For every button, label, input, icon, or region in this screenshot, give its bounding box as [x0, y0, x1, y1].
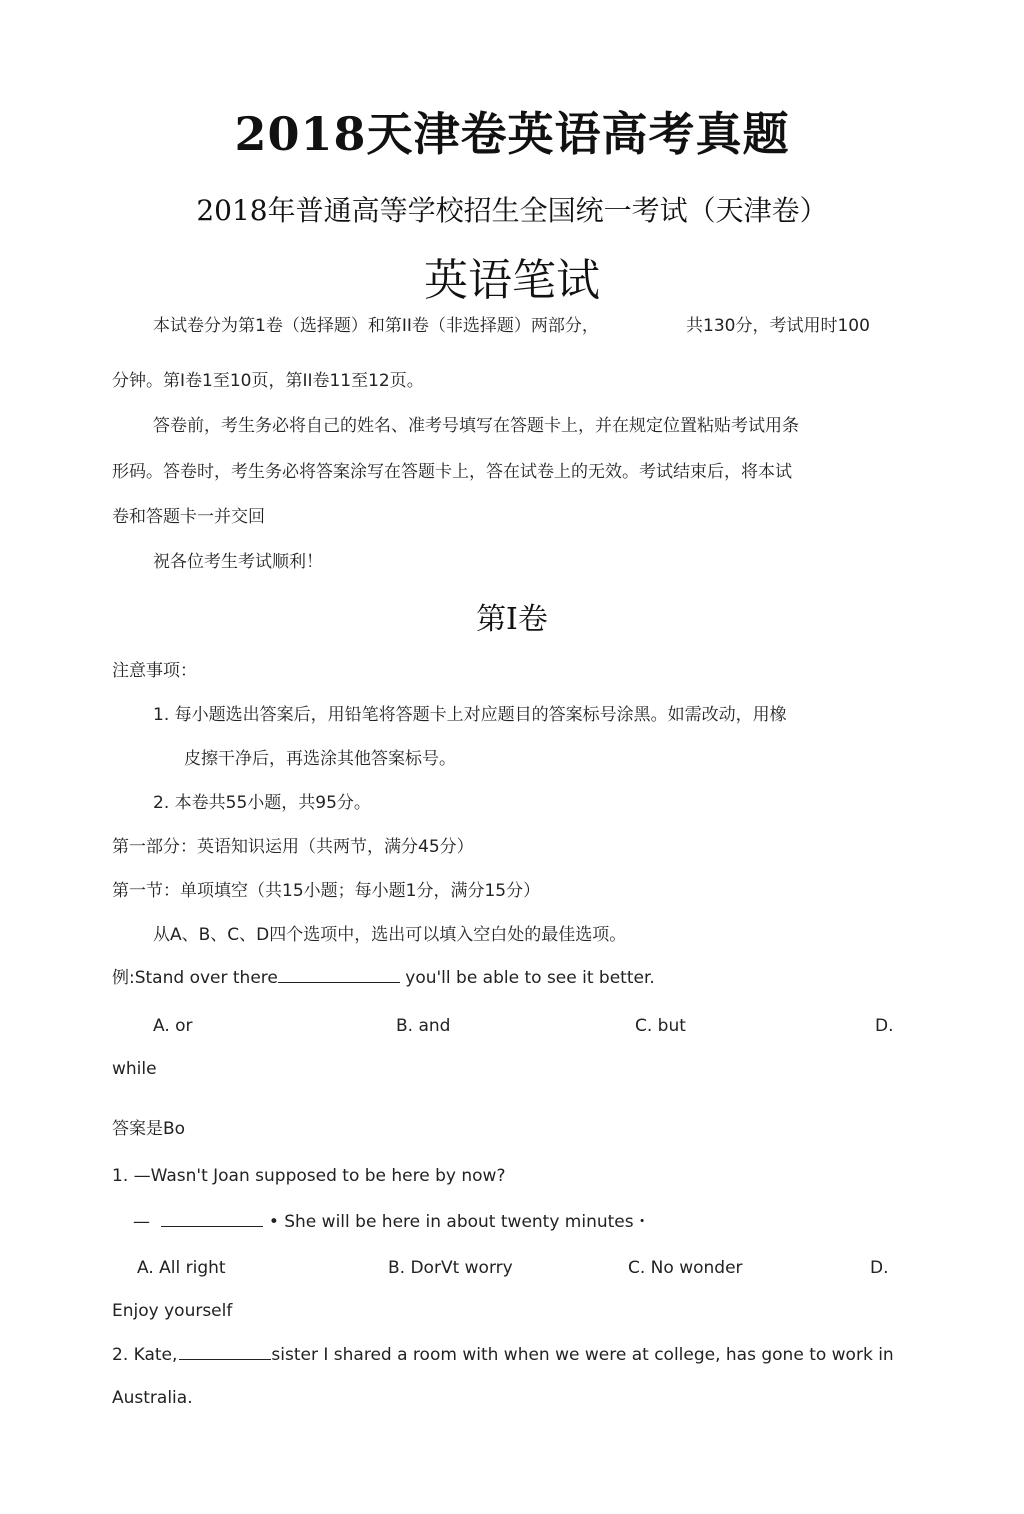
- example-prefix: 例:Stand over there: [112, 968, 278, 988]
- intro-line-1a: 本试卷分为第1卷（选择题）和第II卷（非选择题）两部分，: [153, 316, 599, 336]
- instruction: 从A、B、C、D四个选项中，选出可以填入空白处的最佳选项。: [153, 925, 627, 945]
- note-1a: 1. 每小题选出答案后，用铅笔将答题卡上对应题目的答案标号涂黑。如需改动，用橡: [153, 705, 787, 725]
- example-option-d-text: while: [112, 1059, 157, 1079]
- example-option-c: C. but: [635, 1016, 686, 1036]
- reply-text: • She will be here in about twenty minutes・: [268, 1212, 651, 1232]
- question-1-stem: 1. —Wasn't Joan supposed to be here by now?: [112, 1166, 506, 1186]
- intro-line-1b: 共130分，考试用时100: [686, 316, 870, 336]
- question-1-option-c: C. No wonder: [628, 1258, 743, 1278]
- note-1b: 皮擦干净后，再选涂其他答案标号。: [184, 749, 456, 769]
- main-title: 2018天津卷英语高考真题: [234, 107, 790, 161]
- notes-heading: 注意事项：: [112, 661, 197, 681]
- question-1-option-a: A. All right: [137, 1258, 226, 1278]
- volume-title: 第I卷: [476, 602, 548, 637]
- intro-line-4: 形码。答卷时，考生务必将答案涂写在答题卡上，答在试卷上的无效。考试结束后，将本试: [112, 462, 792, 482]
- intro-line-5: 卷和答题卡一并交回: [112, 507, 265, 527]
- example-sentence: [112, 966, 655, 990]
- question-1-option-d-text: Enjoy yourself: [112, 1301, 233, 1321]
- question-2-suffix: sister I shared a room with when we were at college, has gone to work in: [271, 1345, 894, 1365]
- part-1-heading: 第一部分：英语知识运用（共两节，满分45分）: [112, 837, 474, 857]
- question-2-stem: [112, 1343, 894, 1367]
- example-blank: [278, 966, 400, 983]
- example-suffix: you'll be able to see it better.: [399, 968, 655, 988]
- question-1-blank: [161, 1210, 263, 1227]
- question-1-option-b: B. DorVt worry: [388, 1258, 513, 1278]
- question-2-blank: [179, 1343, 271, 1360]
- intro-line-3: 答卷前，考生务必将自己的姓名、准考号填写在答题卡上，并在规定位置粘贴考试用条: [153, 416, 799, 436]
- section-1-heading: 第一节：单项填空（共15小题；每小题1分，满分15分）: [112, 881, 541, 901]
- example-option-a: A. or: [153, 1016, 193, 1036]
- question-1-reply: [133, 1210, 651, 1234]
- example-option-b: B. and: [396, 1016, 451, 1036]
- question-2-continuation: Australia.: [112, 1388, 193, 1408]
- question-2-prefix: 2. Kate,: [112, 1345, 178, 1365]
- example-option-d: D.: [875, 1016, 894, 1036]
- reply-dash: —: [133, 1212, 150, 1232]
- example-answer: 答案是Bo: [112, 1119, 186, 1139]
- question-1-option-d: D.: [870, 1258, 889, 1278]
- exam-subtitle: 2018年普通高等学校招生全国统一考试（天津卷）: [196, 194, 828, 227]
- exam-title: 英语笔试: [424, 255, 600, 306]
- note-2: 2. 本卷共55小题，共95分。: [153, 793, 371, 813]
- intro-line-2: 分钟。第I卷1至10页，第II卷11至12页。: [112, 371, 424, 391]
- intro-line-6: 祝各位考生考试顺利！: [153, 552, 323, 572]
